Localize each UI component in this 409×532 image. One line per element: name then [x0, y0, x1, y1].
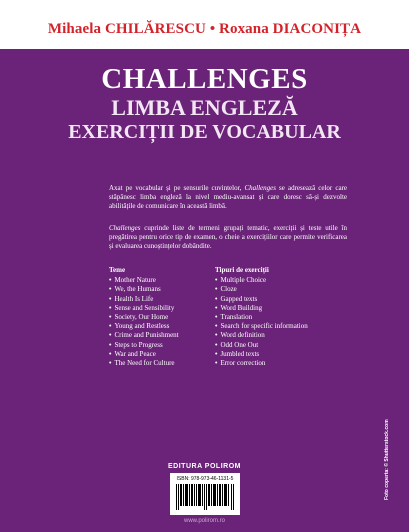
title-block — [0, 64, 409, 144]
theme-label: Sense and Sensibility — [114, 303, 175, 312]
theme-label: Health Is Life — [114, 294, 154, 303]
exercise-label: Translation — [220, 313, 253, 322]
exercise-label: Jumbled texts — [220, 349, 260, 358]
bullet: • — [109, 313, 112, 322]
exercise-label: Multiple Choice — [220, 276, 267, 285]
website: www.polirom.ro — [183, 518, 225, 524]
bullet: • — [109, 294, 112, 303]
bullet: • — [215, 313, 218, 322]
book-title: CHALLENGES — [101, 63, 308, 95]
author-separator: • — [209, 21, 216, 37]
list-item — [215, 331, 355, 340]
exercise-label: Cloze — [220, 285, 237, 294]
authors-line — [0, 21, 409, 38]
exercise-label: Word Building — [220, 303, 263, 312]
barcode-icon — [176, 484, 234, 510]
bullet: • — [215, 331, 218, 340]
theme-label: Crime and Punishment — [114, 331, 179, 340]
list-item — [215, 276, 355, 285]
themes-heading: Teme — [109, 266, 126, 274]
description-paragraph-1 — [109, 184, 347, 211]
exercises-heading: Tipuri de exerciții — [215, 266, 269, 274]
bullet: • — [109, 359, 112, 368]
exercises-column — [215, 266, 355, 368]
bullet: • — [109, 349, 112, 358]
list-item — [215, 295, 355, 304]
list-item — [109, 313, 209, 322]
theme-label: Society, Our Home — [114, 313, 169, 322]
description-paragraph-2 — [109, 224, 347, 251]
desc-text: Axat pe vocabular și pe sensurile cuvintelor, — [109, 184, 245, 192]
list-item — [109, 285, 209, 294]
bullet: • — [109, 340, 112, 349]
barcode-panel — [170, 473, 240, 515]
desc-book-name: Challenges — [109, 224, 141, 232]
list-item — [109, 322, 209, 331]
exercise-label: Odd One Out — [220, 340, 259, 349]
bullet: • — [109, 322, 112, 331]
bullet: • — [109, 285, 112, 294]
list-item — [109, 341, 209, 350]
desc-text: cuprinde liste de termeni grupați tematic, exerciții și teste utile în pregătirea pentru orice tip de examen, o cheie a exercițiilor care permite verificarea și evaluarea cunoștințelor dobândite. — [109, 224, 347, 250]
theme-label: War and Peace — [114, 349, 156, 358]
exercises-list — [215, 276, 355, 368]
theme-label: The Need for Culture — [114, 359, 175, 368]
book-subtitle-2: EXERCIȚII DE VOCABULAR — [68, 121, 341, 143]
theme-label: We, the Humans — [114, 285, 161, 294]
list-item — [109, 331, 209, 340]
bullet: • — [215, 285, 218, 294]
list-item — [215, 359, 355, 368]
photo-credit — [384, 419, 394, 510]
bullet: • — [109, 276, 112, 285]
list-item — [109, 304, 209, 313]
exercise-label: Gapped texts — [220, 294, 258, 303]
desc-text: se adresează celor care stăpânesc limba engleză la nivel mediu-avansat și care doresc să-și dezvolte abilitățile de comunicare în această limbă. — [109, 184, 348, 210]
list-item — [215, 341, 355, 350]
list-item — [109, 276, 209, 285]
bullet: • — [215, 349, 218, 358]
list-item — [109, 350, 209, 359]
author-2: Roxana DIACONIȚA — [219, 21, 362, 37]
bullet: • — [215, 303, 218, 312]
bullet: • — [215, 294, 218, 303]
theme-label: Mother Nature — [114, 276, 156, 285]
list-item — [215, 313, 355, 322]
bullet: • — [109, 331, 112, 340]
bullet: • — [215, 340, 218, 349]
bullet: • — [215, 359, 218, 368]
bullet: • — [109, 303, 112, 312]
themes-list — [109, 276, 209, 368]
bullet: • — [215, 276, 218, 285]
list-item — [109, 295, 209, 304]
themes-column — [109, 266, 209, 368]
theme-label: Young and Restless — [114, 322, 170, 331]
exercise-label: Search for specific information — [220, 322, 308, 331]
bullet: • — [215, 322, 218, 331]
book-subtitle: LIMBA ENGLEZĂ — [111, 95, 298, 120]
author-1: Mihaela CHILĂRESCU — [47, 21, 206, 37]
list-item — [109, 359, 209, 368]
exercise-label: Word definition — [220, 331, 265, 340]
photo-credit-text: Foto coperta: © Shutterstock.com — [384, 419, 390, 500]
publisher-name: EDITURA POLIROM — [168, 463, 241, 470]
list-item — [215, 285, 355, 294]
theme-label: Steps to Progress — [114, 340, 163, 349]
exercise-label: Error correction — [220, 359, 266, 368]
list-item — [215, 322, 355, 331]
desc-book-name: Challenges — [244, 184, 276, 192]
isbn-text: ISBN: 978-973-46-1131-5 — [176, 476, 234, 482]
list-item — [215, 350, 355, 359]
list-item — [215, 304, 355, 313]
